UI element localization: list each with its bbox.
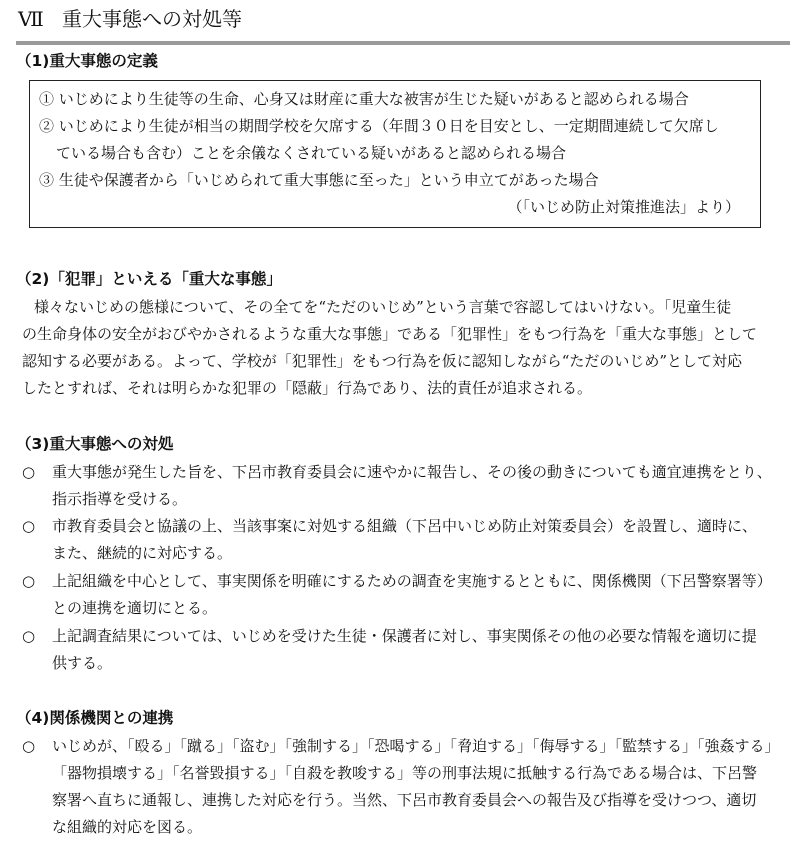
heading-definition: （1)重大事態の定義 — [16, 52, 158, 70]
definition-item-2-cont: ている場合も含む）ことを余儀なくされている疑いがあると認められる場合 — [56, 144, 567, 162]
definition-box — [29, 80, 761, 228]
bullet-circle-icon: ○ — [22, 737, 36, 755]
response-item-3-line-1: 上記組織を中心として、事実関係を明確にするための調査を実施するとともに、関係機関（下呂警察署等） — [52, 572, 772, 590]
response-item-2-line-2: また、継続的に対応する。 — [52, 544, 233, 562]
section-number: Ⅶ — [18, 7, 44, 31]
definition-item-1: ① いじめにより生徒等の生命、心身又は財産に重大な被害が生じた疑いがあると認められる場合 — [39, 90, 689, 108]
response-item-4-line-2: 供する。 — [52, 654, 113, 672]
definition-item-2: ② いじめにより生徒が相当の期間学校を欠席する（年間３０日を目安とし、一定期間連続して欠席し — [39, 117, 719, 135]
crime-paragraph — [22, 294, 792, 402]
cooperation-line-3: 察署へ直ちに通報し、連携した対応を行う。当然、下呂市教育委員会への報告及び指導を受けつつ、適切 — [52, 791, 757, 809]
cooperation-line-2: 「器物損壊する」「名誉毀損する」「自殺を教唆する」等の刑事法規に抵触する行為である場合は、下呂警 — [52, 764, 758, 782]
bullet-circle-icon: ○ — [22, 517, 36, 535]
definition-item-3: ③ 生徒や保護者から「いじめられて重大事態に至った」という申立てがあった場合 — [39, 171, 599, 189]
crime-line-2: の生命身体の安全がおびやかされるような重大な事態」である「犯罪性」をもつ行為を「重大な事態」として — [22, 325, 758, 343]
response-item-1-line-1: 重大事態が発生した旨を、下呂市教育委員会に速やかに報告し、その後の動きについても適宜連携をとり、 — [52, 463, 772, 481]
heading-crime: （2)「犯罪」といえる「重大な事態」 — [16, 270, 282, 288]
cooperation-line-4: な組織的対応を図る。 — [52, 818, 203, 836]
crime-line-3: 認知する必要がある。よって、学校が「犯罪性」をもつ行為を仮に認知しながら“ただのいじめ”として対応 — [22, 352, 743, 370]
response-item-3-line-2: との連携を適切にとる。 — [52, 599, 218, 617]
heading-cooperation: （4)関係機関との連携 — [16, 709, 174, 727]
cooperation-line-1: いじめが、「殴る」「蹴る」「盗む」「強制する」「恐喝する」「脅迫する」「侮辱する」「監禁する」「強姦する」 — [52, 737, 780, 755]
section-title-text: 重大事態への対処等 — [62, 7, 242, 31]
title-divider — [16, 41, 790, 45]
response-item-4-line-1: 上記調査結果については、いじめを受けた生徒・保護者に対し、事実関係その他の必要な情報を適切に提 — [52, 627, 757, 645]
response-item-1-line-2: 指示指導を受ける。 — [52, 490, 188, 508]
definition-source: （「いじめ防止対策推進法」より） — [507, 198, 740, 216]
crime-line-4: したとすれば、それは明らかな犯罪の「隠蔽」行為であり、法的責任が追求される。 — [22, 379, 593, 397]
bullet-circle-icon: ○ — [22, 572, 36, 590]
heading-response: （3)重大事態への対処 — [16, 435, 174, 453]
section-title — [18, 4, 242, 34]
bullet-circle-icon: ○ — [22, 627, 36, 645]
response-item-2-line-1: 市教育委員会と協議の上、当該事案に対処する組織（下呂中いじめ防止対策委員会）を設置し、適時に、 — [52, 517, 758, 535]
crime-line-1: 様々ないじめの態様について、その全てを“ただのいじめ”という言葉で容認してはいけない。「児童生徒 — [34, 298, 732, 316]
bullet-circle-icon: ○ — [22, 463, 36, 481]
